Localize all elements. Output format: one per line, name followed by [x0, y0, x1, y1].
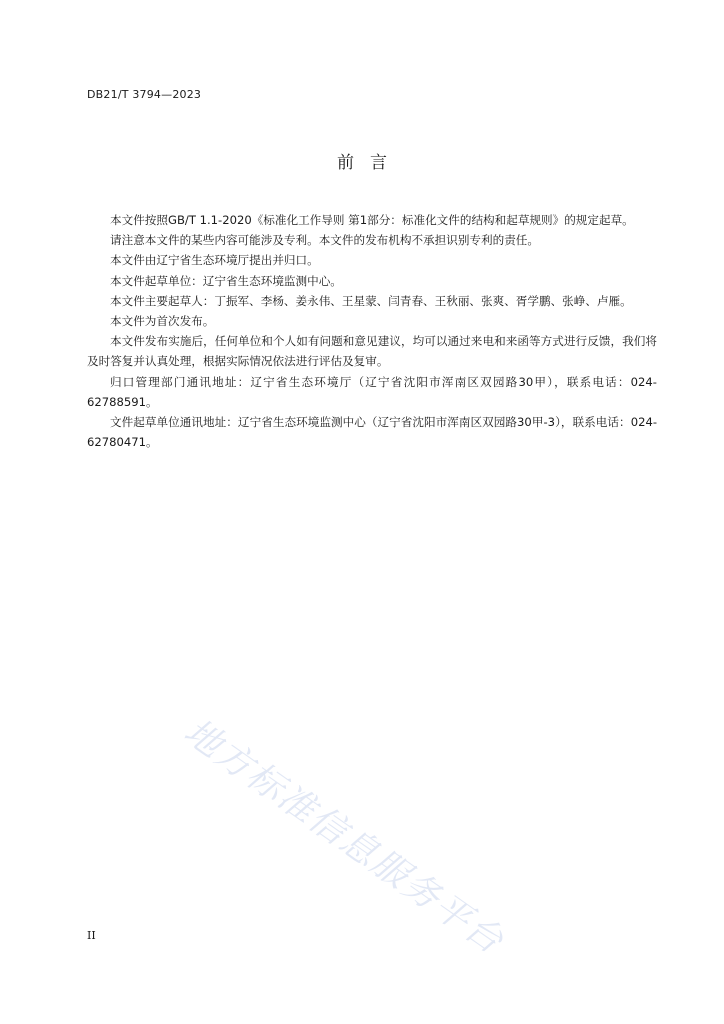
paragraph-patent-notice: 请注意本文件的某些内容可能涉及专利。本文件的发布机构不承担识别专利的责任。 — [110, 233, 539, 248]
watermark: 地方标准信息服务平台 — [176, 711, 512, 963]
paragraph-drafter-address: 文件起草单位通讯地址：辽宁省生态环境监测中心（辽宁省沈阳市浑南区双园路30甲-3），联系电话：024-62780471。 — [87, 415, 657, 450]
preface-body — [87, 210, 657, 452]
paragraph-authority-address: 归口管理部门通讯地址：辽宁省生态环境厅（辽宁省沈阳市浑南区双园路30甲），联系电话：024-62788591。 — [87, 374, 657, 409]
paragraph-drafters: 本文件主要起草人：丁振军、李杨、姜永伟、王星蒙、闫青春、王秋丽、张爽、胥学鹏、张峥、卢雁。 — [110, 293, 632, 308]
page-title: 前言 — [337, 153, 403, 173]
paragraph-drafting-rules: 本文件按照GB/T 1.1-2020《标准化工作导则 第1部分：标准化文件的结构和起草规则》的规定起草。 — [110, 213, 634, 227]
paragraph-proposer: 本文件由辽宁省生态环境厅提出并归口。 — [110, 253, 319, 268]
paragraph-feedback: 本文件发布实施后，任何单位和个人如有问题和意见建议，均可以通过来电和来函等方式进行反馈，我们将及时答复并认真处理，根据实际情况依法进行评估及复审。 — [87, 334, 657, 369]
paragraph-first-release: 本文件为首次发布。 — [110, 314, 215, 329]
paragraph-drafting-unit: 本文件起草单位：辽宁省生态环境监测中心。 — [110, 273, 342, 288]
document-code: DB21/T 3794—2023 — [87, 88, 202, 101]
page-number: II — [87, 929, 96, 942]
